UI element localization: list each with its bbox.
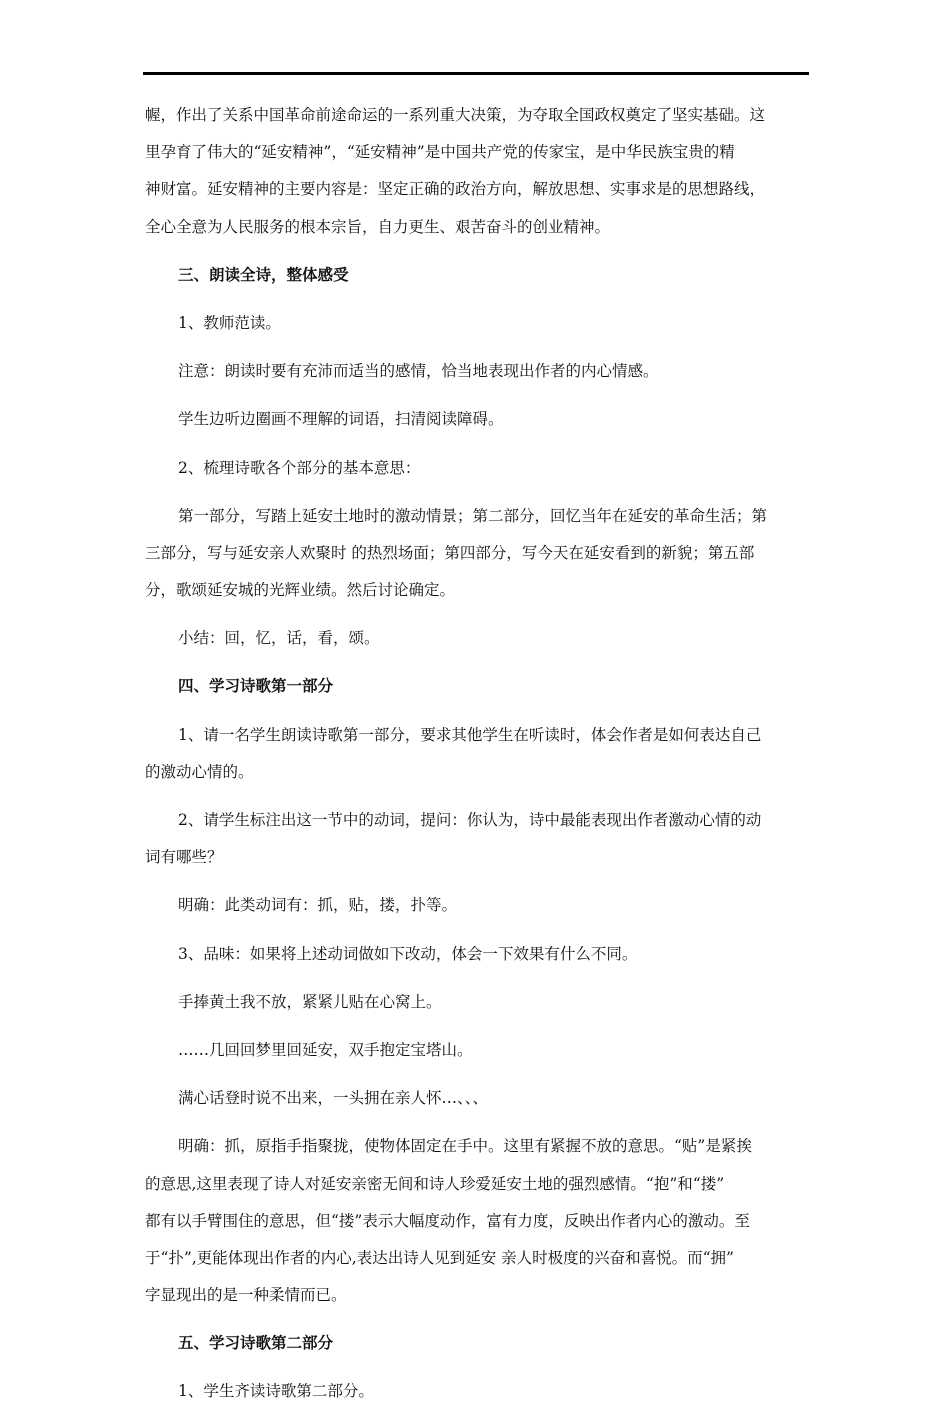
text-line: 手捧黄土我不放，紧紧儿贴在心窝上。 [178, 992, 442, 1011]
text-line: 三部分，写与延安亲人欢聚时 的热烈场面；第四部分，写今天在延安看到的新貌；第五部 [145, 543, 755, 562]
text-line: 的意思,这里表现了诗人对延安亲密无间和诗人珍爱延安土地的强烈感情。“抱”和“搂” [145, 1174, 725, 1193]
heading-text: 四、学习诗歌第一部分 [178, 677, 334, 696]
text-line: 1、教师范读。 [178, 313, 281, 332]
text-line: 的激动心情的。 [145, 762, 254, 781]
paragraph [145, 717, 809, 791]
text-line: 注意：朗读时要有充沛而适当的感情，恰当地表现出作者的内心情感。 [178, 362, 659, 381]
text-line: 词有哪些？ [145, 848, 223, 867]
paragraph [145, 97, 809, 246]
text-line: 分，歌颂延安城的光辉业绩。然后讨论确定。 [145, 581, 456, 600]
text-line: 满心话登时说不出来，一头拥在亲人怀…、、、 [178, 1089, 489, 1108]
paragraph [145, 353, 809, 390]
document-body [145, 101, 809, 1422]
text-line: 幄，作出了关系中国革命前途命运的一系列重大决策，为夺取全国政权奠定了坚实基础。这 [145, 106, 766, 124]
text-line: 2、梳理诗歌各个部分的基本意思： [178, 458, 421, 477]
section-heading [145, 257, 809, 294]
paragraph [145, 802, 809, 876]
paragraph [145, 1373, 809, 1410]
text-line: 1、请一名学生朗读诗歌第一部分，要求其他学生在听读时，体会作者是如何表达自己 [178, 725, 762, 744]
text-line: 学生边听边圈画不理解的词语，扫清阅读障碍。 [178, 410, 504, 429]
paragraph [145, 498, 809, 610]
text-line: 1、学生齐读诗歌第二部分。 [178, 1382, 374, 1401]
paragraph [145, 305, 809, 342]
section-heading [145, 668, 809, 705]
paragraph [145, 984, 809, 1021]
text-line: 明确：抓，原指手指聚拢，使物体固定在手中。这里有紧握不放的意思。“贴”是紧挨 [178, 1137, 752, 1156]
paragraph [145, 620, 809, 657]
text-line: 于“扑”,更能体现出作者的内心,表达出诗人见到延安 亲人时极度的兴奋和喜悦。而“拥” [145, 1248, 734, 1267]
text-line: 第一部分，写踏上延安土地时的激动情景；第二部分，回忆当年在延安的革命生活；第 [178, 506, 768, 525]
text-line: 3、品味：如果将上述动词做如下改动，体会一下效果有什么不同。 [178, 944, 638, 963]
text-line: 2、请学生标注出这一节中的动词，提问：你认为，诗中最能表现出作者激动心情的动 [178, 811, 762, 829]
heading-text: 五、学习诗歌第二部分 [178, 1334, 334, 1353]
text-line: 明确：此类动词有：抓，贴，搂，扑等。 [178, 896, 458, 915]
text-line: 里孕育了伟大的“延安精神”，“延安精神”是中国共产党的传家宝，是中华民族宝贵的精 [145, 143, 735, 162]
paragraph [145, 936, 809, 973]
text-line: 神财富。延安精神的主要内容是：坚定正确的政治方向，解放思想、实事求是的思想路线， [145, 180, 766, 199]
header-rule [143, 72, 809, 75]
paragraph [145, 401, 809, 438]
text-line: 小结：回，忆，话，看，颂。 [178, 629, 380, 648]
text-line: 全心全意为人民服务的根本宗旨，自力更生、艰苦奋斗的创业精神。 [145, 217, 611, 236]
text-line: 字显现出的是一种柔情而已。 [145, 1286, 347, 1305]
paragraph [145, 1032, 809, 1069]
heading-text: 三、朗读全诗，整体感受 [178, 265, 349, 284]
paragraph [145, 450, 809, 487]
text-line: 都有以手臂围住的意思，但“搂”表示大幅度动作，富有力度，反映出作者内心的激动。至 [145, 1211, 750, 1230]
paragraph [145, 1128, 809, 1314]
paragraph [145, 887, 809, 924]
text-line: ……几回回梦里回延安，双手抱定宝塔山。 [178, 1040, 473, 1059]
paragraph [145, 1080, 809, 1117]
